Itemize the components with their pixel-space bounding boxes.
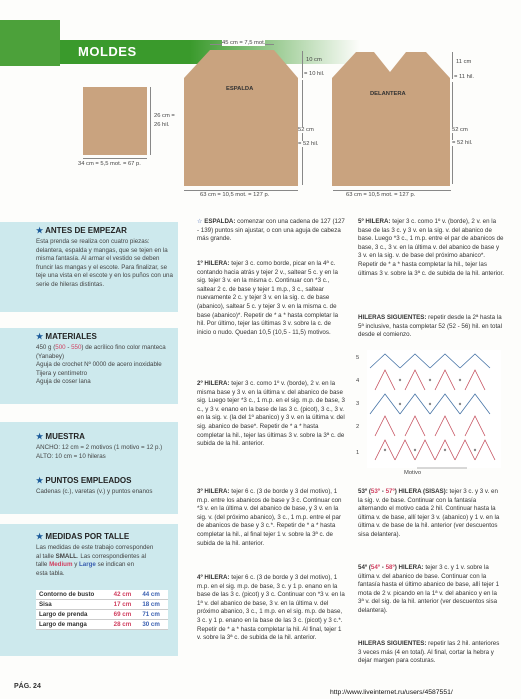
page-number: PÁG. 24 <box>14 683 41 690</box>
dimension-line <box>150 87 151 155</box>
hilera-2: 2º HILERA: tejer 3 c. como 1º v. (borde), 2 v. en la misma base y 3 v. en la última v. del abanico de base sig. Luego tejer *3 c., 1 m.p. en el sig. m.p. de base, 3 c., y 3 v. enano en la base de las 3 c. (picot), 3 c., 3 v. en la sig. v. (la del 1º abanico) y 3 v. en la última v. del sig. abanico de base*. Repetir de * a * hasta completar la hil., tejer las últimas 3 v. sobre la 3ª c. de subida de la hil. anterior. <box>197 380 345 448</box>
large-value: 30 cm <box>139 620 168 630</box>
materiales-list <box>36 344 174 387</box>
row-label: Contorno de busto <box>36 590 111 600</box>
espalda-pattern-piece <box>182 40 306 190</box>
source-url[interactable]: http://www.liveinternet.ru/users/4587551/ <box>330 689 453 696</box>
muestra-line: ANCHO: 12 cm = 2 motivos (1 motivo = 12 p.) <box>36 444 163 451</box>
dimension-label: 10 cm <box>306 57 322 63</box>
table-row <box>36 590 168 600</box>
material-item: Aguja de crochet Nº 0000 de acero inoxidable <box>36 361 162 369</box>
dimension-line <box>452 52 453 79</box>
dimension-label: 45 cm = 7,5 mot. <box>222 40 266 46</box>
piece-label: DELANTERA <box>370 91 406 97</box>
dimension-label: 11 cm <box>456 59 472 65</box>
table-row <box>36 600 168 610</box>
chart-row-number: 5 <box>356 355 360 361</box>
materiales-title: ★ MATERIALES <box>36 332 97 341</box>
dimension-line <box>83 158 147 159</box>
material-item: 450 g (500 - 550) de acrílico fino color manteca (Yanabey) <box>36 344 166 360</box>
muestra-line: ALTO: 10 cm = 10 hileras <box>36 453 106 460</box>
hileras-siguientes-2: HILERAS SIGUIENTES: repetir las 2 hil. anteriores 3 veces más (4 en total). Al final, cortar la hebra y dejar margen para costuras. <box>358 640 500 665</box>
puntos-title: ★ PUNTOS EMPLEADOS <box>36 476 132 485</box>
chart-row-number: 1 <box>356 450 360 456</box>
chart-caption: Motivo <box>404 470 422 476</box>
espalda-intro: ☆ ESPALDA: comenzar con una cadena de 127 (127 - 139) puntos sin ajustar, o con una aguja de cabeza más grande. <box>197 218 345 243</box>
measurements-table <box>36 590 168 630</box>
table-row <box>36 610 168 620</box>
medium-value: 42 cm <box>111 590 140 600</box>
chart-row-number: 4 <box>356 378 360 384</box>
dimension-label: = 11 hil. <box>454 74 475 80</box>
medium-value: 69 cm <box>111 610 140 620</box>
antes-title: ★ ANTES DE EMPEZAR <box>36 226 127 235</box>
crochet-chart <box>355 350 505 480</box>
small-pattern-piece <box>83 87 147 155</box>
hilera-4: 4º HILERA: tejer 6 c. (3 de borde y 3 del motivo), 1 m.p. en el sig. m.p. de base, 3 c. y 1 p. enano en la base de las 3 c. (picot) y 3 c. Continuar con *3 v. en la 1ª v. del abanico de base, 3 v. en la última v. del próximo abanico, 3 c., 1 m.p. en el sig. m.p. de base, 3 c. y 1 p. enano en la base de las 3 c. (picot) y 3 c.*. Repetir de * a * hasta completar la hil. Al final, tejer 1 v. sobre la 3ª c. de subida de la hil. anterior. <box>197 574 345 642</box>
hileras-siguientes-1: HILERAS SIGUIENTES: repetir desde la 2ª hasta la 5ª inclusive, hasta completar 52 (52 - 56) hil. en total desde el comienzo. <box>358 314 502 339</box>
row-label: Sisa <box>36 600 111 610</box>
dimension-line <box>302 51 303 78</box>
table-row <box>36 620 168 630</box>
dimension-label: = 52 hil. <box>452 140 473 146</box>
dimension-line <box>184 190 298 191</box>
delantera-pattern-piece <box>330 46 454 188</box>
hilera-53: 53º (53º - 57º) HILERA (SISAS): tejer 3 c. y 3 v. en la sig. v. de base. Continuar con la fantasía alternando el motivo cada 2 hil. Continuar hasta la última v. de base, allí tejer 3 v. (abanico) y 1 v. en la última v. de base de la hil. anterior (ver descuentos sisa delantera). <box>358 488 500 538</box>
antes-text: Esta prenda se realiza con cuatro piezas: delantera, espalda y mangas, que se tejen en la misma fantasía. Al armar el vestido se deben fruncir las mangas y el escote. Para finalizar, se teje una vista en el escote y en los puños con una serie de hileras distintas. <box>36 238 173 288</box>
hilera-3: 3º HILERA: tejer 6 c. (3 de borde y 3 del motivo), 1 m.p. entre los abanicos de base y 3 c. Continuar con *3 v. en la última v. del abanico de base, y 3 v. en la sig. v. (del próximo abanico), 3 c., 1 m.p. entre el par de abanicos de base y 3 c.*. Repetir de * a * hasta completar la hil., al final tejer 1 v. sobre la 3ª c. de subida de la hil. anterior. <box>197 488 342 547</box>
dimension-label: 63 cm = 10,5 mot. = 127 p. <box>200 192 270 198</box>
puntos-text: Cadenas (c.), varetas (v.) y puntos enanos <box>36 488 153 495</box>
dimension-line <box>452 82 453 184</box>
medidas-text: Las medidas de este trabajo corresponden al talle SMALL. Las correspondientes al talle Medium y Large se indican en esta tabla. <box>36 544 154 577</box>
large-value: 44 cm <box>139 590 168 600</box>
material-item: Tijera y centímetro <box>36 369 88 377</box>
medium-value: 28 cm <box>111 620 140 630</box>
row-label: Largo de prenda <box>36 610 111 620</box>
large-value: 18 cm <box>139 600 168 610</box>
section-tab <box>0 20 60 66</box>
hilera-54: 54º (54º - 58º) HILERA: tejer 3 c. y 1 v. sobre la última v. del abanico de base. Continuar con la fantasía hasta el último abanico de base, allí tejer 1 mota de 2 v. picando en la 1ª v. del abanico y en la 3ª v. del sig. de la hil. anterior (ver descuentos sisa delantera). <box>358 564 500 614</box>
large-value: 71 cm <box>139 610 168 620</box>
hilera-5: 5º HILERA: tejer 3 c. como 1º v. (borde), 2 v. en la base de las 3 c. y 3 v. en la sig. v. del abanico de base. Luego *3 c., 1 m.p. entre el par de abanicos de base, 3 c., 3 v. en la última v. del abanico de base y 3 v. en la sig. v. de base del próximo abanico*. Repetir de * a * hasta completar la hil., tejer las últimas 3 v. sobre la 3ª c. de subida de la hil. anterior. <box>358 218 504 277</box>
dimension-label: 26 cm = <box>154 113 175 119</box>
dimension-label: 34 cm = 5,5 mot. = 67 p. <box>78 161 141 167</box>
dimension-line <box>333 190 451 191</box>
piece-label: ESPALDA <box>226 86 254 92</box>
row-label: Largo de manga <box>36 620 111 630</box>
dimension-label: 26 hil. <box>154 122 170 128</box>
medidas-title: ★ MEDIDAS POR TALLE <box>36 532 130 541</box>
dimension-label: 63 cm = 10,5 mot. = 127 p. <box>346 192 416 198</box>
chart-row-number: 3 <box>356 401 360 407</box>
muestra-box <box>0 422 178 514</box>
chart-row-number: 2 <box>356 424 360 430</box>
hilera-1: 1º HILERA: tejer 3 c. como borde, picar en la 4ª c. contando hacia atrás y tejer 2 v., saltear 5 c. y en la sig. tejer 3 v. en la misma c. Continuar con *3 c., saltear 2 c. de base y tejer 1 m.p., 3 c., saltear nuevamente 2 c. y tejer 3 v. en la sig. c. de base (abanico), saltear 5 c. y tejer 3 v. en la misma c. de base (abanico)*. Repetir de * a * hasta completar la hil. Por último, tejer las últimas 3 v. sobre la c. de inicio o nudo. Quedan 10,5 (10,5 - 11,5) motivos. <box>197 260 339 336</box>
dimension-label: = 10 hil. <box>304 71 325 77</box>
material-item: Aguja de coser lana <box>36 378 91 386</box>
dimension-label: 52 cm <box>452 127 468 133</box>
dimension-label: = 52 hil. <box>298 141 319 147</box>
dimension-label: 52 cm <box>298 127 314 133</box>
muestra-title: ★ MUESTRA <box>36 432 85 441</box>
medium-value: 17 cm <box>111 600 140 610</box>
page-title: MOLDES <box>78 44 137 59</box>
